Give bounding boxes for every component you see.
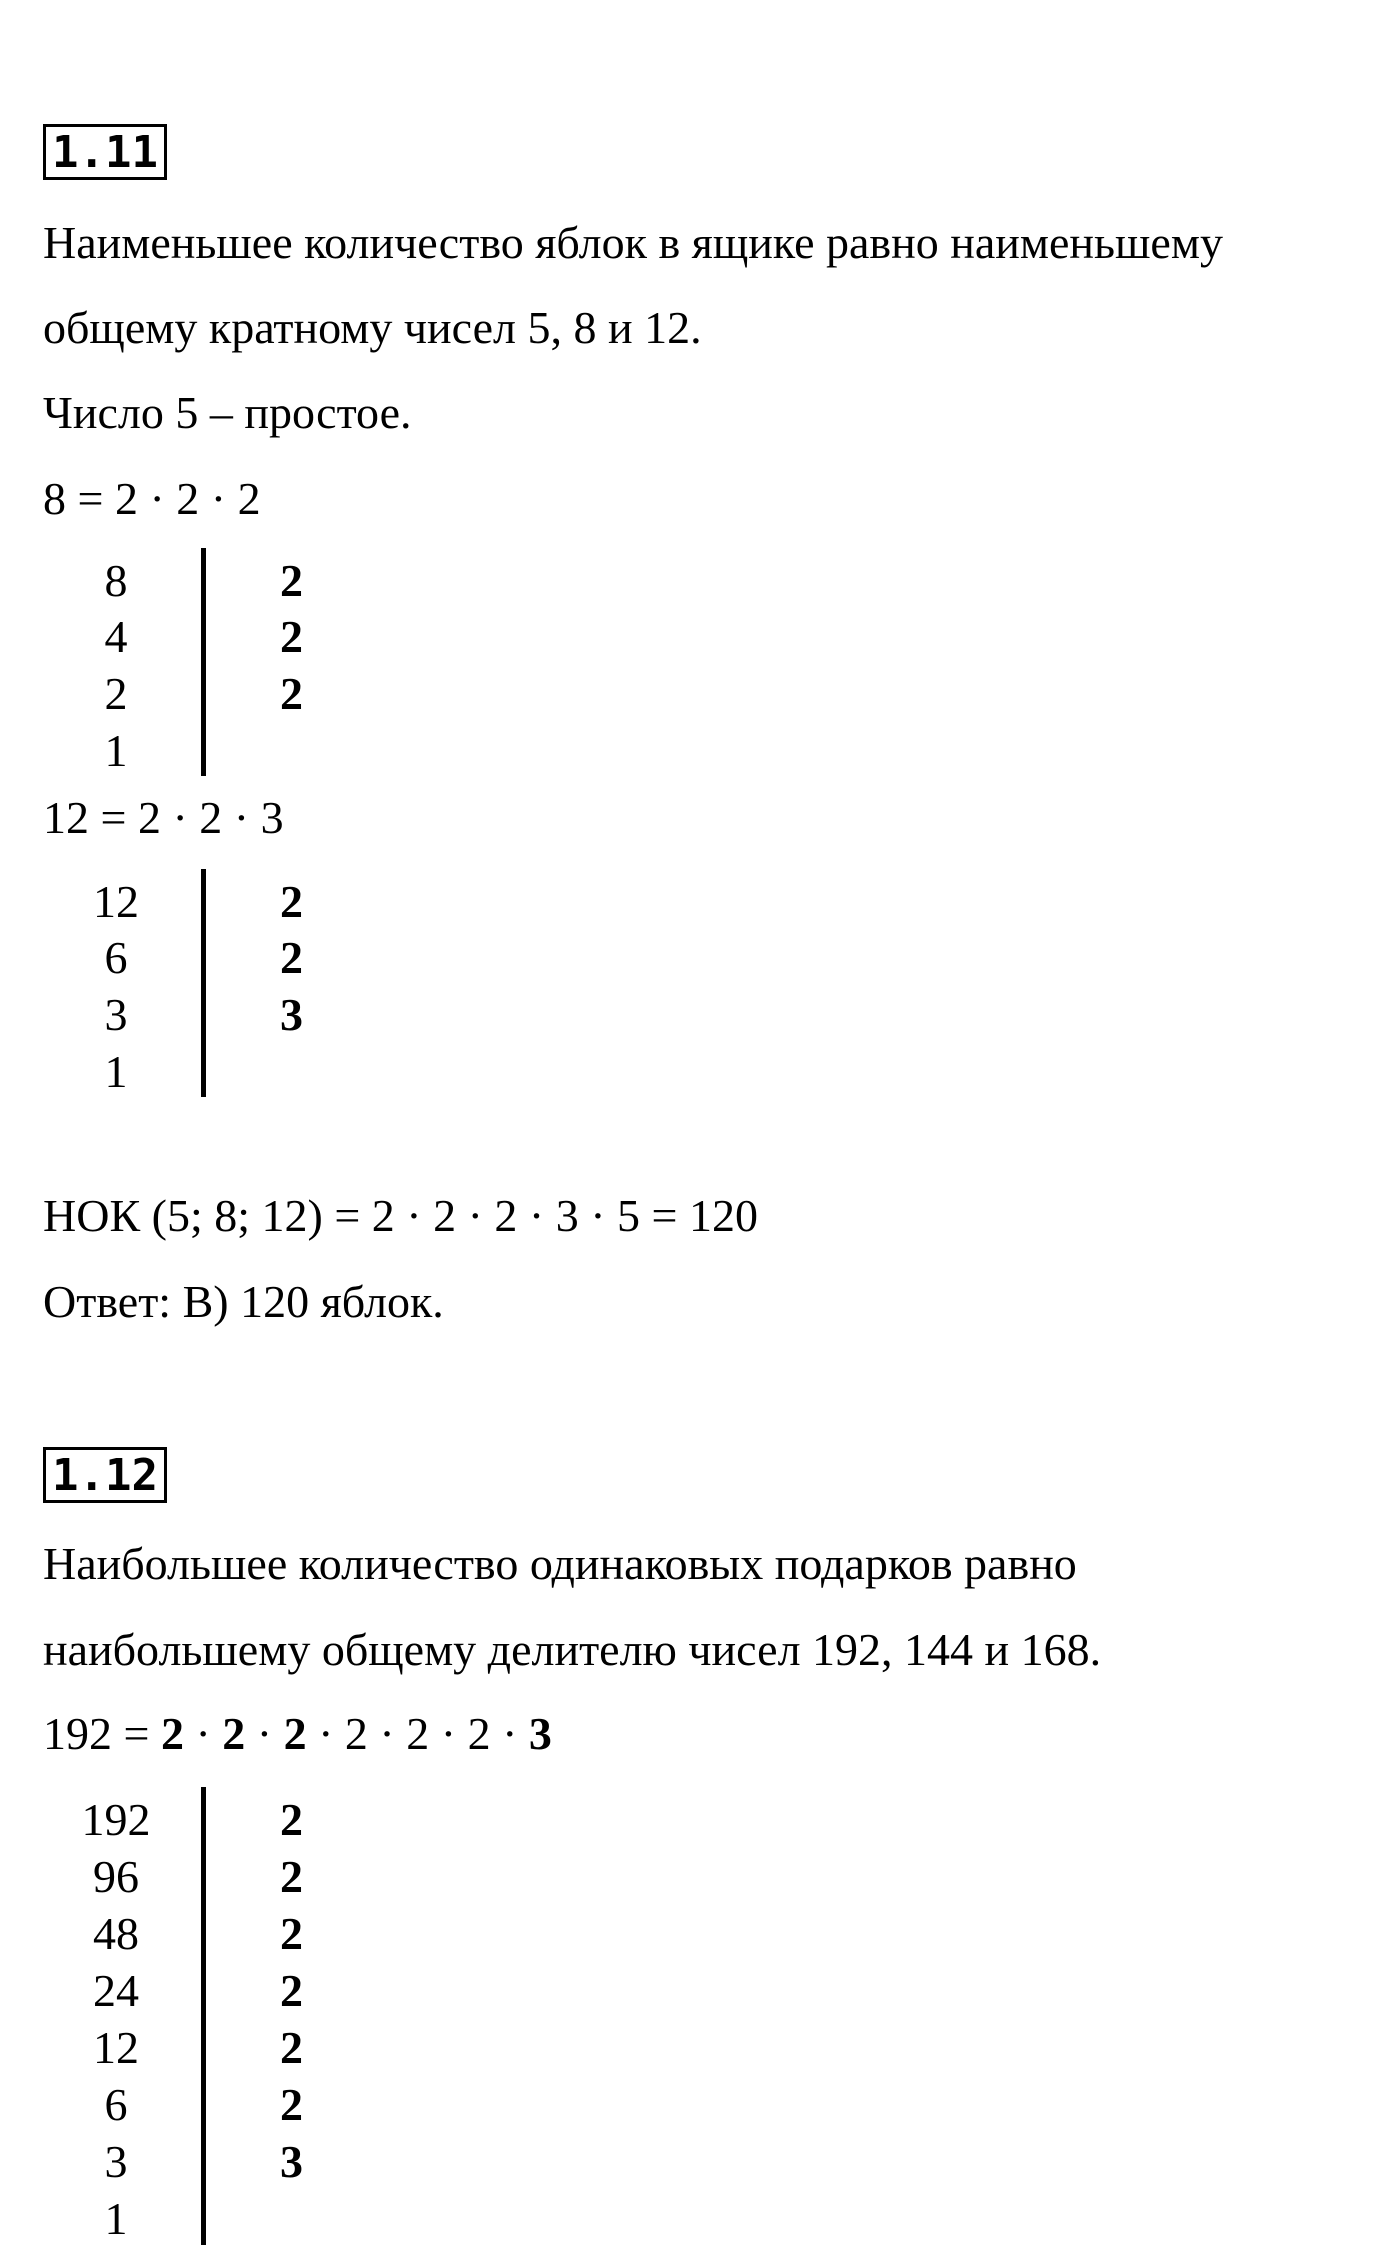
divisor: 3: [280, 989, 303, 1040]
divisor: 2: [280, 876, 303, 927]
common-factor: 3: [528, 1708, 552, 1759]
equation-8: 8 = 2 · 2 · 2: [43, 473, 261, 524]
divisor: 2: [280, 555, 303, 606]
equation-text: 192 =: [43, 1708, 161, 1759]
divisor: 2: [280, 2022, 303, 2073]
task-number-dot: .: [78, 127, 105, 178]
dividend: 6: [104, 932, 128, 983]
dividend: 1: [104, 2193, 128, 2244]
divisor: 2: [280, 2079, 303, 2130]
divisor: 2: [280, 668, 303, 719]
dividend: 6: [104, 2079, 128, 2130]
dividend: 1: [104, 1046, 128, 1097]
task-1-12-text-line-2: наибольшему общему делителю чисел 192, 144 и 168.: [43, 1624, 1102, 1675]
task-1-12-text-line-1: Наибольшее количество одинаковых подарков равно: [43, 1538, 1077, 1589]
equation-text: ·: [245, 1708, 284, 1759]
answer-1-11: Ответ: В) 120 яблок.: [43, 1276, 444, 1327]
dividend: 24: [93, 1965, 139, 2016]
common-factor: 2: [160, 1708, 184, 1759]
equation-12: 12 = 2 · 2 · 3: [43, 792, 284, 843]
dividend: 48: [93, 1908, 139, 1959]
dividend: 2: [104, 668, 128, 719]
task-1-11-text-line-2: общему кратному чисел 5, 8 и 12.: [43, 302, 702, 353]
equation-192: [43, 1708, 552, 1759]
equation-text: · 2 · 2 · 2 ·: [306, 1708, 529, 1759]
divisor: 2: [280, 1965, 303, 2016]
division-bar: [201, 548, 206, 776]
dividend: 3: [104, 2136, 128, 2187]
common-factor: 2: [283, 1708, 307, 1759]
divisor: 2: [280, 1908, 303, 1959]
division-bar: [201, 869, 206, 1097]
equation-text: ·: [183, 1708, 223, 1759]
common-factor: 2: [222, 1708, 246, 1759]
dividend: 8: [104, 555, 128, 606]
task-number-1-12: [43, 1447, 167, 1503]
dividend: 192: [81, 1794, 151, 1845]
division-bar: [201, 1787, 206, 2245]
dividend: 12: [93, 876, 139, 927]
task-number-part: 12: [105, 1450, 158, 1501]
task-number-part: 11: [105, 127, 158, 178]
divisor: 2: [280, 611, 303, 662]
divisor: 2: [280, 932, 303, 983]
divisor: 3: [280, 2136, 303, 2187]
prime-note: Число 5 – простое.: [43, 387, 412, 438]
divisor: 2: [280, 1794, 303, 1845]
task-number-1-11: [43, 124, 167, 180]
task-number-dot: .: [78, 1450, 105, 1501]
lcm-result: НОК (5; 8; 12) = 2 · 2 · 2 · 3 · 5 = 120: [43, 1190, 758, 1241]
dividend: 3: [104, 989, 128, 1040]
task-number-part: 1: [52, 1450, 79, 1501]
task-1-11-text-line-1: Наименьшее количество яблок в ящике равно наименьшему: [43, 217, 1223, 268]
divisor: 2: [280, 1851, 303, 1902]
task-number-part: 1: [52, 127, 79, 178]
dividend: 1: [104, 725, 128, 776]
dividend: 96: [93, 1851, 139, 1902]
dividend: 4: [104, 611, 128, 662]
dividend: 12: [93, 2022, 139, 2073]
